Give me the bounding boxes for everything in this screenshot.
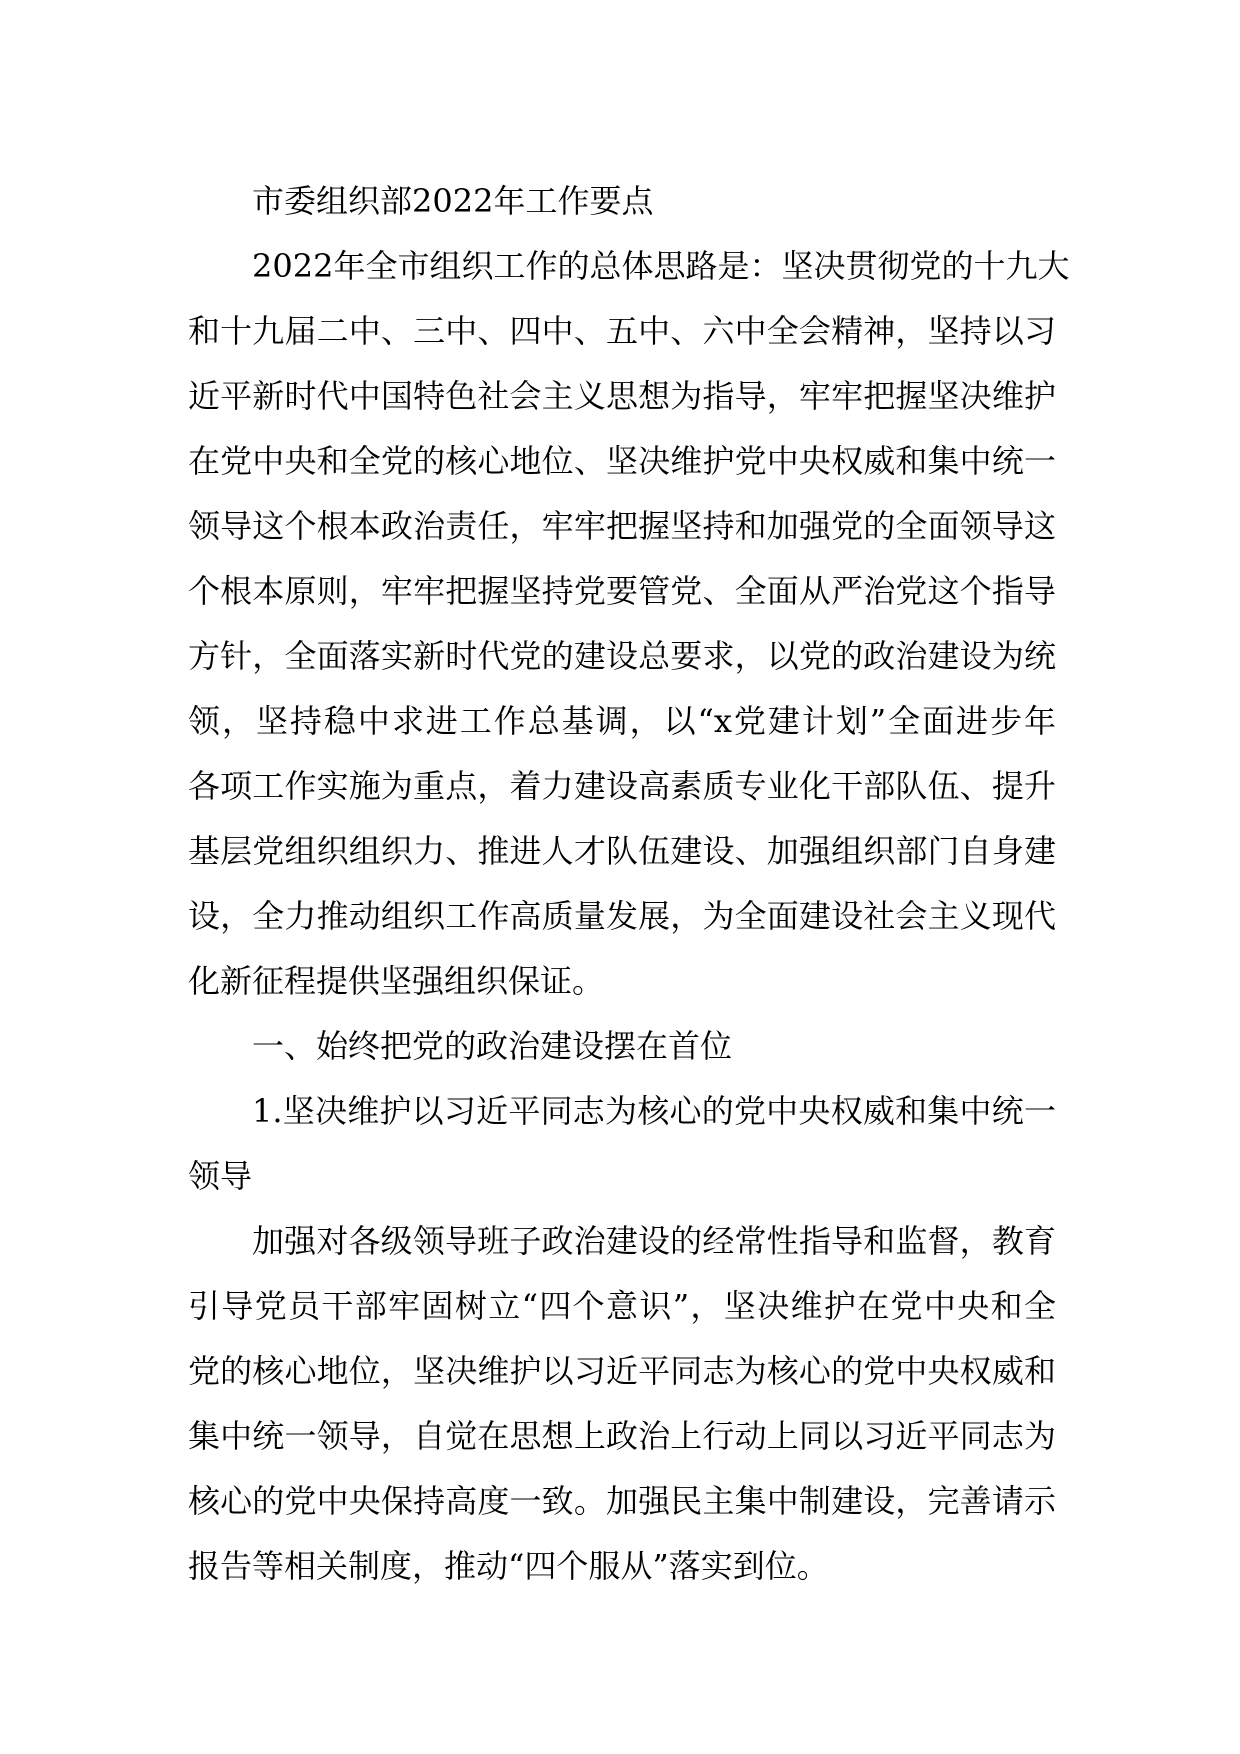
paragraph-line: 和十九届二中、三中、四中、五中、六中全会精神，坚持以习 xyxy=(188,312,1056,350)
paragraph-line: 2022年全市组织工作的总体思路是：坚决贯彻党的十九大 xyxy=(252,247,1070,285)
document-title: 市委组织部2022年工作要点 xyxy=(252,182,654,220)
paragraph-line: 设，全力推动组织工作高质量发展，为全面建设社会主义现代 xyxy=(188,897,1056,935)
subsection-heading: 领导 xyxy=(188,1157,253,1195)
paragraph-line: 个根本原则，牢牢把握坚持党要管党、全面从严治党这个指导 xyxy=(188,572,1056,610)
paragraph-line: 基层党组织组织力、推进人才队伍建设、加强组织部门自身建 xyxy=(188,832,1056,870)
paragraph-line: 集中统一领导，自觉在思想上政治上行动上同以习近平同志为 xyxy=(188,1417,1056,1455)
paragraph-line: 化新征程提供坚强组织保证。 xyxy=(188,962,605,1000)
paragraph-line: 方针，全面落实新时代党的建设总要求，以党的政治建设为统 xyxy=(188,637,1056,675)
paragraph-line: 核心的党中央保持高度一致。加强民主集中制建设，完善请示 xyxy=(188,1482,1056,1520)
paragraph-line: 在党中央和全党的核心地位、坚决维护党中央权威和集中统一 xyxy=(188,442,1056,480)
paragraph-line: 各项工作实施为重点，着力建设高素质专业化干部队伍、提升 xyxy=(188,767,1056,805)
section-heading: 一、始终把党的政治建设摆在首位 xyxy=(252,1027,733,1065)
paragraph-line: 领导这个根本政治责任，牢牢把握坚持和加强党的全面领导这 xyxy=(188,507,1056,545)
paragraph-line: 领，坚持稳中求进工作总基调，以“x党建计划”全面进步年 xyxy=(188,702,1056,740)
paragraph-line: 加强对各级领导班子政治建设的经常性指导和监督，教育 xyxy=(252,1222,1056,1260)
paragraph-line: 报告等相关制度，推动“四个服从”落实到位。 xyxy=(188,1547,829,1585)
paragraph-line: 近平新时代中国特色社会主义思想为指导，牢牢把握坚决维护 xyxy=(188,377,1056,415)
document-body xyxy=(188,169,1070,1599)
paragraph-line: 党的核心地位，坚决维护以习近平同志为核心的党中央权威和 xyxy=(188,1352,1056,1390)
paragraph-line: 引导党员干部牢固树立“四个意识”，坚决维护在党中央和全 xyxy=(188,1287,1056,1325)
subsection-heading: 1.坚决维护以习近平同志为核心的党中央权威和集中统一 xyxy=(252,1092,1056,1130)
